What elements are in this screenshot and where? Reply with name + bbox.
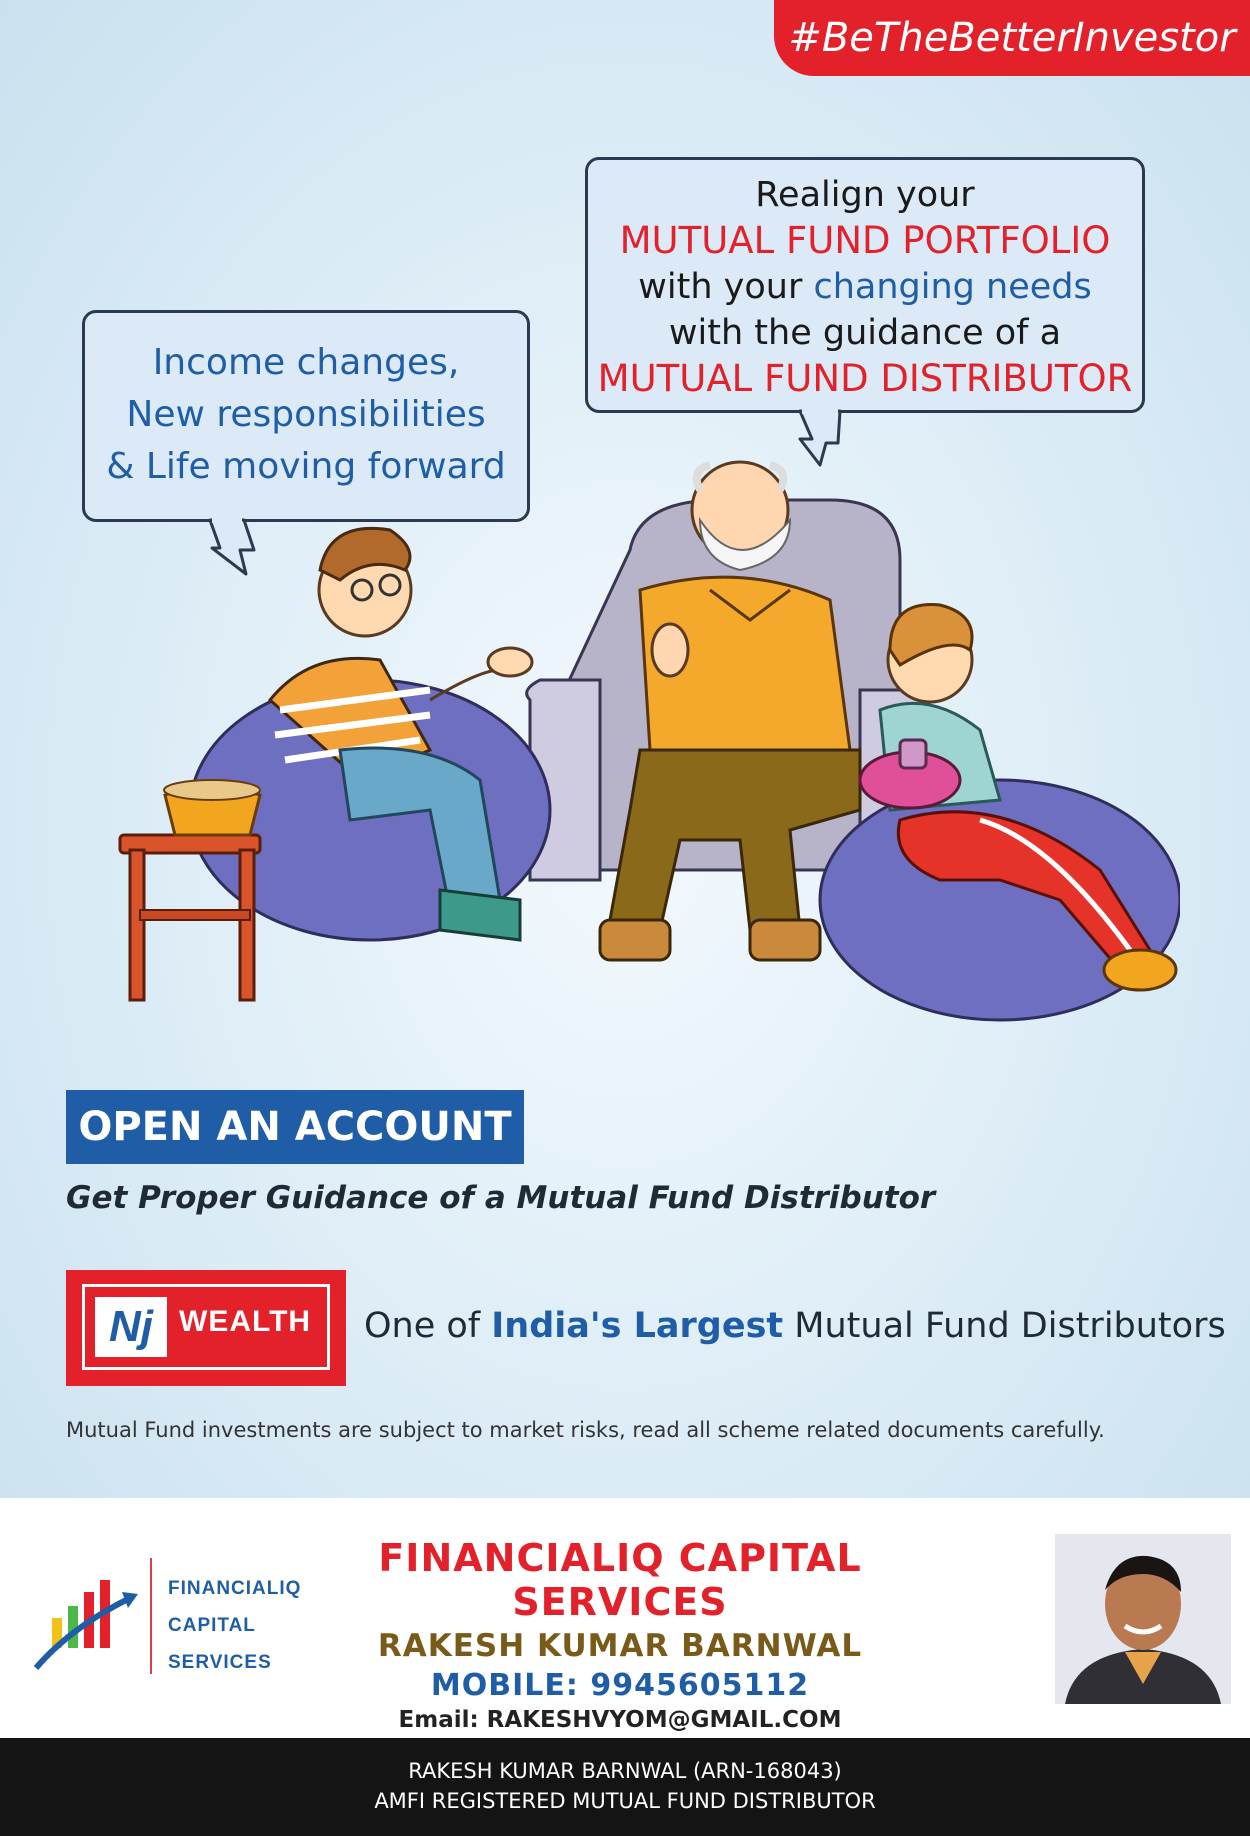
mobile-number[interactable]: MOBILE: 9945605112 (430, 1668, 810, 1703)
tagline-highlight: India's Largest (491, 1306, 784, 1346)
company-logo-text: FINANCIALIQ CAPITAL SERVICES (168, 1578, 302, 1673)
amfi-line: AMFI REGISTERED MUTUAL FUND DISTRIBUTOR (374, 1789, 876, 1813)
bubble-left-line: & Life moving forward (106, 446, 506, 487)
guidance-text: Get Proper Guidance of a Mutual Fund Distributor (66, 1180, 936, 1216)
open-account-button[interactable]: OPEN AN ACCOUNT (66, 1090, 524, 1164)
contact-footer (0, 1498, 1250, 1738)
advisor-photo (1055, 1534, 1231, 1704)
hashtag-banner: #BeTheBetterInvestor (774, 0, 1250, 76)
arn-line: RAKESH KUMAR BARNWAL (ARN-168043) (408, 1759, 842, 1783)
nj-logo-word: WEALTH (179, 1305, 312, 1338)
nj-logo-mark: Nj (95, 1297, 167, 1357)
bubble-right-line: with your changing needs (638, 267, 1092, 307)
nj-wealth-logo (66, 1270, 346, 1386)
bubble-right-highlight: MUTUAL FUND PORTFOLIO (619, 219, 1111, 262)
bubble-right-line: with the guidance of a (668, 313, 1062, 353)
family-illustration (100, 450, 1180, 1060)
contact-block (300, 1536, 940, 1733)
bubble-right-line: Realign your (755, 175, 975, 215)
distributor-tagline: One of India's Largest Mutual Fund Distributors (364, 1306, 1226, 1346)
bubble-left-line: Income changes, (152, 342, 460, 383)
growth-chart-icon (30, 1558, 140, 1678)
email-address[interactable]: Email: RAKESHVYOM@GMAIL.COM (398, 1707, 842, 1733)
logo-divider (150, 1558, 152, 1674)
advisor-name: RAKESH KUMAR BARNWAL (377, 1628, 863, 1664)
bubble-left-line: New responsibilities (126, 394, 486, 435)
arn-bar (0, 1738, 1250, 1836)
firm-name: FINANCIALIQ CAPITAL SERVICES (378, 1536, 862, 1624)
bubble-right-highlight: MUTUAL FUND DISTRIBUTOR (597, 357, 1133, 400)
speech-bubble-right (585, 157, 1145, 413)
changing-needs-highlight: changing needs (813, 267, 1092, 307)
risk-disclaimer: Mutual Fund investments are subject to market risks, read all scheme related documents carefully. (66, 1418, 1105, 1442)
nj-logo-frame (82, 1284, 330, 1370)
